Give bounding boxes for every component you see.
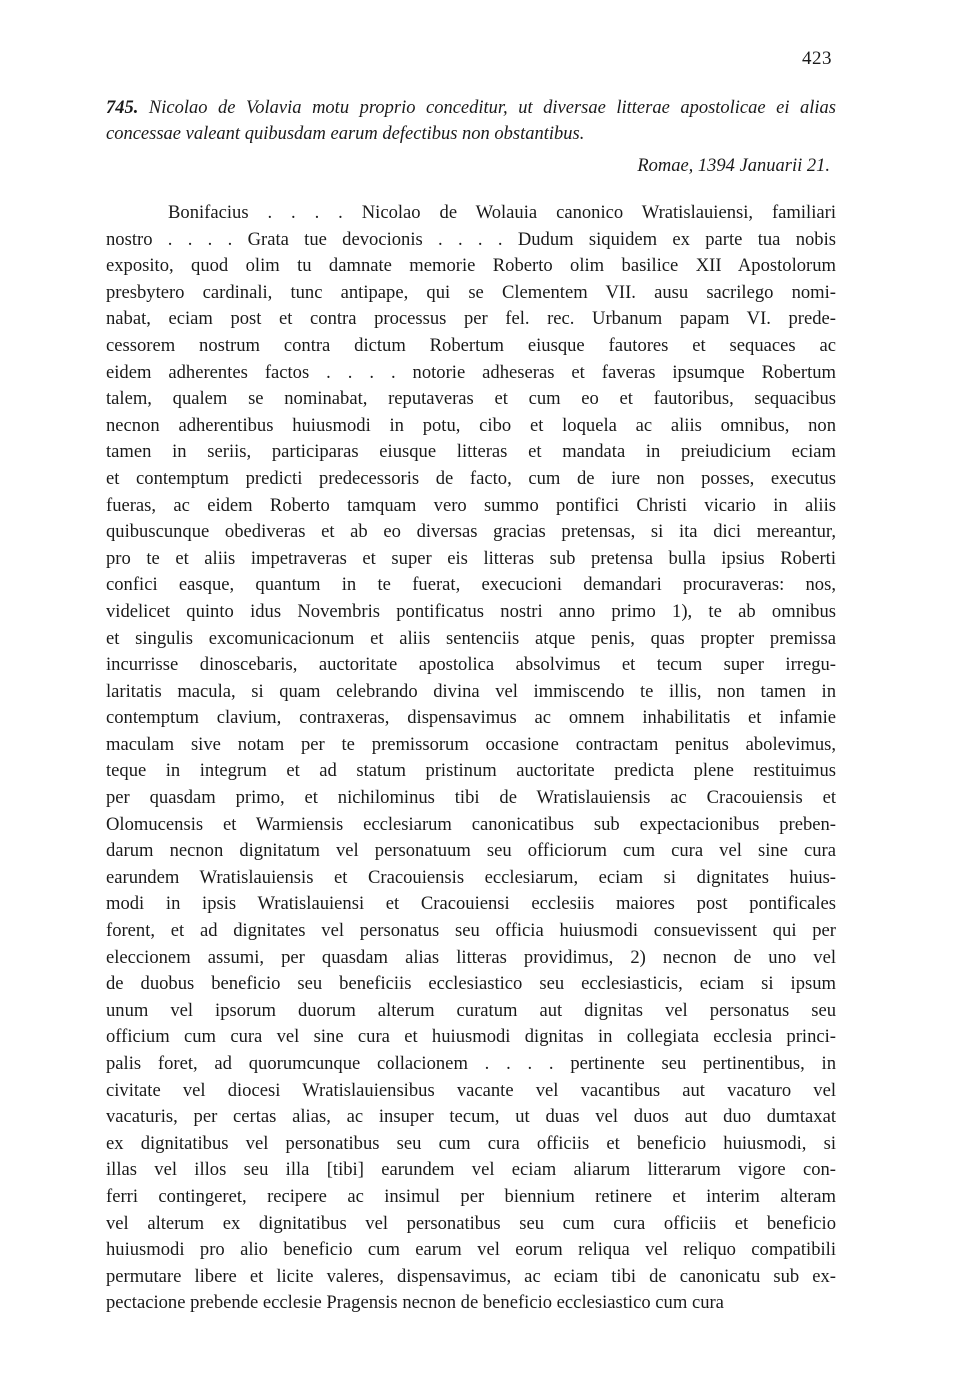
- dateline: Romae, 1394 Januarii 21.: [637, 156, 830, 176]
- text-line: officium cum cura vel sine cura et huiusmodi dignitas in collegiata ecclesia princi-: [106, 1026, 836, 1048]
- text-line: laritatis macula, si quam celebrando divina vel immiscendo te illis, non tamen in: [106, 680, 836, 702]
- text-line: fueras, ac eidem Roberto tamquam vero summo pontifici Christi vicario in aliis: [106, 494, 836, 516]
- text-line: vacaturis, per certas alias, ac insuper tecum, ut duas vel duos aut duo dumtaxat: [106, 1106, 836, 1128]
- text-line: palis foret, ad quorumcunque collacionem . . . . pertinente seu pertinentibus, in: [106, 1053, 836, 1074]
- text-line: pro te et aliis impetraveras et super eis litteras sub pretensa bulla ipsius Roberti: [106, 547, 836, 569]
- text-line: maculam sive notam per te premissorum occasione contractam penitus abolevimus,: [106, 733, 836, 755]
- text-line: confici easque, quantum in te fuerat, execucioni demandari procuraveras: nos,: [106, 574, 836, 596]
- text-line: vel alterum ex dignitatibus vel personatibus seu cum cura officiis et beneficio: [106, 1212, 836, 1234]
- text-line: teque in integrum et ad statum pristinum auctoritate predicta plene restituimus: [106, 760, 836, 782]
- text-line: contemptum clavium, contraxeras, dispensavimus ac omnem inhabilitatis et infamie: [106, 707, 836, 729]
- text-line: forent, et ad dignitates vel personatus seu officia huiusmodi consuevissent qui per: [106, 920, 836, 942]
- text-line: permutare libere et licite valeres, dispensavimus, ac eciam tibi de canonicatu sub ex-: [106, 1265, 836, 1287]
- text-line: videlicet quinto idus Novembris pontificatus nostri anno primo 1), te ab omnibus: [106, 600, 836, 622]
- page-number: 423: [802, 48, 832, 69]
- text-line: ex dignitatibus vel personatibus seu cum cura officiis et beneficio huiusmodi, si: [106, 1132, 836, 1154]
- text-line: cessorem nostrum contra dictum Robertum eiusque fautores et sequaces ac: [106, 334, 836, 356]
- text-line: de duobus beneficio seu beneficiis ecclesiastico seu ecclesiasticis, eciam si ipsum: [106, 973, 836, 995]
- entry-number: 745.: [106, 98, 139, 118]
- text-line: civitate vel diocesi Wratislauiensibus vacante vel vacantibus aut vacaturo vel: [106, 1079, 836, 1101]
- text-line: huiusmodi pro alio beneficio cum earum vel eorum reliqua vel reliquo compatibili: [106, 1239, 836, 1261]
- text-line: Olomucensis et Warmiensis ecclesiarum canonicatibus sub expectacionibus preben-: [106, 813, 836, 835]
- text-line: presbytero cardinali, tunc antipape, qui se Clementem VII. ausu sacrilego nomi-: [106, 281, 836, 303]
- text-line: unum vel ipsorum duorum alterum curatum aut dignitas vel personatus seu: [106, 999, 836, 1021]
- text-line: pectacione prebende ecclesie Pragensis necnon de beneficio ecclesiastico cum cura: [106, 1292, 724, 1314]
- text-line: tamen in seriis, participaras eiusque litteras et mandata in preiudicium eciam: [106, 441, 836, 463]
- text-line: eidem adherentes factos . . . . notorie adheseras et faveras ipsumque Robertum: [106, 361, 836, 383]
- text-line: quibuscunque obediveras et ab eo diversas gracias pretensas, si ita dici mereantur,: [106, 521, 836, 543]
- text-line: nabat, eciam post et contra processus per fel. rec. Urbanum papam VI. prede-: [106, 308, 836, 330]
- document-heading: [106, 95, 836, 147]
- text-line: talem, qualem se nominabat, reputaveras et cum eo et fautoribus, sequacibus: [106, 388, 836, 410]
- text-line: et singulis excomunicacionum et aliis sentenciis atque penis, quas propter premissa: [106, 627, 836, 649]
- text-line: necnon adherentibus huiusmodi in potu, cibo et loquela ac aliis omnibus, non: [106, 414, 836, 436]
- text-line: eleccionem assumi, per quasdam alias litteras providimus, 2) necnon de uno vel: [106, 946, 836, 968]
- text-line: exposito, quod olim tu damnate memorie Roberto olim basilice XII Apostolorum: [106, 255, 836, 277]
- text-line: nostro . . . . Grata tue devocionis . . . . Dudum siquidem ex parte tua nobis: [106, 228, 836, 250]
- text-line: Bonifacius . . . . Nicolao de Wolauia canonico Wratislauiensi, familiari: [168, 202, 836, 223]
- text-line: ferri contingeret, recipere ac insimul per biennium retinere et interim alteram: [106, 1185, 836, 1207]
- text-line: earundem Wratislauiensis et Cracouiensis ecclesiarum, eciam si dignitates huius-: [106, 866, 836, 888]
- text-line: darum necnon dignitatum vel personatuum seu officiorum cum cura vel sine cura: [106, 840, 836, 862]
- document-body: [106, 200, 836, 1317]
- heading-text: Nicolao de Volavia motu proprio conceditur, ut diversae litterae apostolicae ei alias concessae valeant quibusdam earum defectibus non obstantibus.: [106, 98, 837, 144]
- text-line: illas vel illos seu illa [tibi] earundem vel eciam aliarum litterarum vigore con-: [106, 1159, 836, 1181]
- text-line: per quasdam primo, et nichilominus tibi de Wratislauiensis ac Cracouiensis et: [106, 787, 836, 809]
- text-line: modi in ipsis Wratislauiensi et Cracouiensi ecclesiis maiores post pontificales: [106, 893, 836, 915]
- text-line: incurrisse dinoscebaris, auctoritate apostolica absolvimus et tecum super irregu-: [106, 654, 836, 676]
- text-line: et contemptum predicti predecessoris de facto, cum de iure non posses, executus: [106, 467, 836, 489]
